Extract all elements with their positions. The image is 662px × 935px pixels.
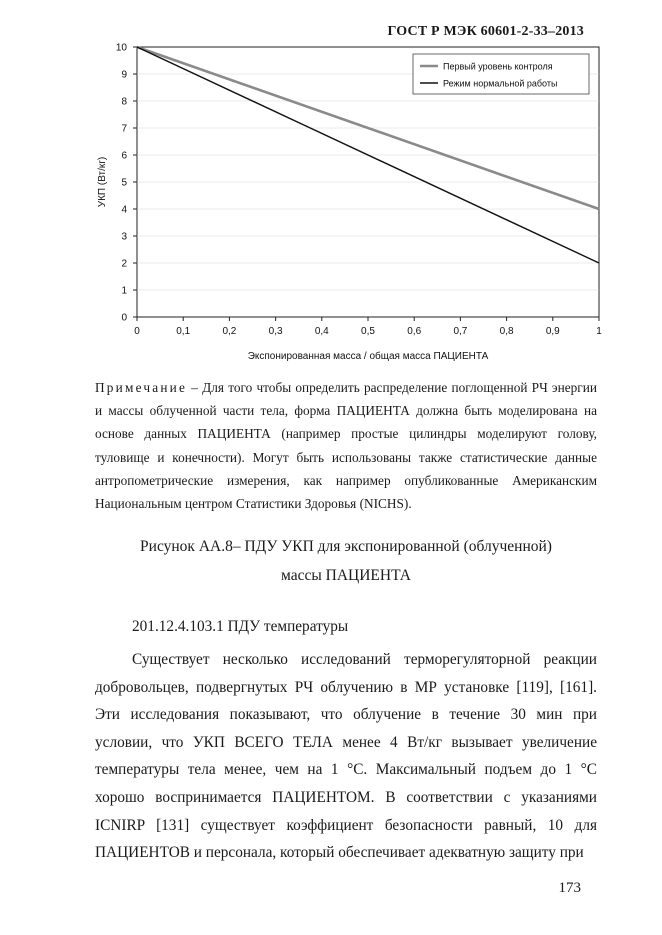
legend-label-1: Первый уровень контроля: [443, 61, 553, 72]
y-tick-label: 1: [121, 285, 127, 297]
note-text: – Для того чтобы определить распределение поглощенной РЧ энергии и массы облученной части тела, форма ПАЦИЕНТА должна быть моделирована на основе данных ПАЦИЕНТА (например простые цилиндры моделируют голову, туловище и конечности). Могут быть использованы также статистические данные антропометрические измерения, как например опубликованные Американским Национальным центром Статистики Здоровья (NICHS).: [95, 380, 597, 512]
y-tick-label: 0: [121, 312, 127, 324]
y-tick-label: 10: [115, 42, 127, 54]
x-tick-label: 0,3: [268, 326, 283, 337]
section-heading: 201.12.4.103.1 ПДУ температуры: [132, 618, 349, 635]
body-paragraph-text: Существует несколько исследований терморегуляторной реакции добровольцев, подвергнутых РЧ облучению в МР установке [119], [161]. Эти исследования показывают, что облучение в течение 30 мин при условии, что УКП ВСЕГО ТЕЛА менее 4 Вт/кг вызывает увеличение температуры тела менее, чем на 1 °C. Максимальный подъем до 1 °C хорошо воспринимается ПАЦИЕНТОМ. В соответствии с указаниями ICNIRP [131] существует коэффициент безопасности равный, 10 для ПАЦИЕНТОВ и персонала, который обеспечивает адекватную защиту при: [95, 651, 597, 862]
y-tick-label: 9: [121, 69, 127, 81]
x-tick-label: 1: [596, 326, 602, 337]
y-tick-label: 2: [121, 258, 127, 270]
legend-label-2: Режим нормальной работы: [443, 78, 558, 89]
figure-note: [95, 376, 597, 515]
y-axis-title: УКП (Вт/кг): [97, 156, 108, 208]
document-header: ГОСТ Р МЭК 60601-2-33–2013: [387, 24, 584, 39]
y-tick-label: 3: [121, 231, 127, 243]
x-tick-label: 0: [134, 326, 140, 337]
figure-caption-line1: Рисунок АА.8– ПДУ УКП для экспонированной (облученной): [140, 538, 552, 555]
x-tick-label: 0,6: [407, 326, 422, 337]
x-tick-label: 0,9: [545, 326, 560, 337]
x-tick-label: 0,4: [314, 326, 329, 337]
x-tick-label: 0,5: [361, 326, 375, 337]
sar-chart: [95, 36, 615, 366]
x-tick-label: 0,8: [499, 326, 514, 337]
figure-caption-line2: массы ПАЦИЕНТА: [281, 567, 411, 584]
y-tick-label: 7: [121, 123, 127, 135]
y-tick-label: 4: [121, 204, 127, 216]
x-tick-label: 0,7: [453, 326, 468, 337]
x-tick-label: 0,2: [222, 326, 237, 337]
y-tick-label: 5: [121, 177, 127, 189]
x-tick-label: 0,1: [176, 326, 191, 337]
page-number: 173: [558, 880, 581, 896]
y-tick-label: 6: [121, 150, 127, 162]
note-heading: Примечание: [95, 380, 188, 395]
body-paragraph: [95, 646, 597, 867]
x-axis-title: Экспонированная масса / общая масса ПАЦИЕНТА: [247, 351, 489, 362]
chart-svg: [95, 36, 615, 366]
y-tick-label: 8: [121, 96, 127, 108]
